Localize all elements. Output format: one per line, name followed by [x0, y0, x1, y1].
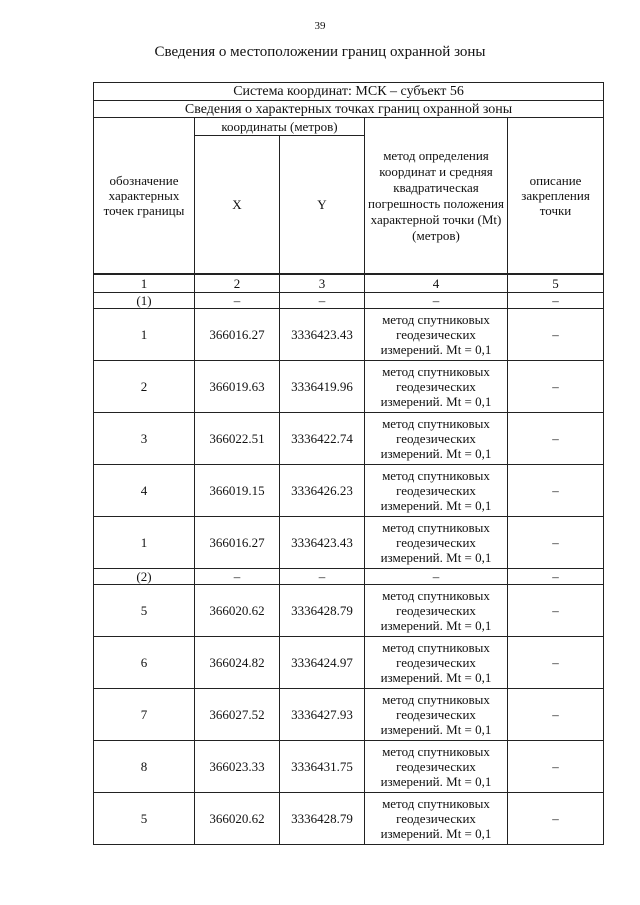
point-label: 1 [94, 517, 195, 569]
point-description: – [508, 569, 604, 585]
point-label: 8 [94, 741, 195, 793]
page-number: 39 [314, 20, 326, 32]
point-description: – [508, 293, 604, 309]
boundary-points-table [93, 82, 604, 845]
point-description: – [508, 793, 604, 845]
point-label: 6 [94, 637, 195, 689]
point-description: – [508, 585, 604, 637]
coord-system-cell: Система координат: МСК – субъект 56 [94, 83, 604, 101]
point-method: – [365, 569, 508, 585]
table-row [94, 413, 604, 465]
point-description: – [508, 741, 604, 793]
column-number: 4 [365, 274, 508, 293]
table-row [94, 637, 604, 689]
table-row [94, 309, 604, 361]
point-y: – [280, 569, 365, 585]
point-label: 5 [94, 793, 195, 845]
point-method: метод спутниковых геодезических измерений. Mt = 0,1 [365, 413, 508, 465]
point-y: 3336422.74 [280, 413, 365, 465]
point-description: – [508, 413, 604, 465]
point-method: метод спутниковых геодезических измерений. Mt = 0,1 [365, 585, 508, 637]
point-x: 366016.27 [195, 309, 280, 361]
table-row [94, 689, 604, 741]
section-title-cell: Сведения о характерных точках границ охранной зоны [94, 101, 604, 118]
point-x: 366019.63 [195, 361, 280, 413]
point-label: (2) [94, 569, 195, 585]
point-x: – [195, 569, 280, 585]
point-label: 2 [94, 361, 195, 413]
point-y: 3336428.79 [280, 585, 365, 637]
table-row [94, 465, 604, 517]
column-number: 3 [280, 274, 365, 293]
point-description: – [508, 361, 604, 413]
table-row [94, 793, 604, 845]
point-x: 366022.51 [195, 413, 280, 465]
point-method: метод спутниковых геодезических измерений. Mt = 0,1 [365, 793, 508, 845]
column-number-row [94, 274, 604, 293]
point-label: (1) [94, 293, 195, 309]
point-label: 5 [94, 585, 195, 637]
point-x: 366019.15 [195, 465, 280, 517]
table-row [94, 741, 604, 793]
point-x: 366024.82 [195, 637, 280, 689]
point-y: 3336427.93 [280, 689, 365, 741]
point-method: метод спутниковых геодезических измерений. Mt = 0,1 [365, 741, 508, 793]
header-designation: обозначение характерных точек границы [94, 118, 195, 274]
point-x: 366027.52 [195, 689, 280, 741]
point-y: 3336428.79 [280, 793, 365, 845]
column-number: 2 [195, 274, 280, 293]
point-method: метод спутниковых геодезических измерений. Mt = 0,1 [365, 309, 508, 361]
point-x: 366020.62 [195, 585, 280, 637]
header-y: Y [280, 136, 365, 274]
point-description: – [508, 517, 604, 569]
point-y: – [280, 293, 365, 309]
point-method: метод спутниковых геодезических измерений. Mt = 0,1 [365, 465, 508, 517]
point-x: 366020.62 [195, 793, 280, 845]
point-y: 3336423.43 [280, 309, 365, 361]
point-description: – [508, 689, 604, 741]
table-group-row [94, 293, 604, 309]
point-y: 3336431.75 [280, 741, 365, 793]
point-method: метод спутниковых геодезических измерений. Mt = 0,1 [365, 637, 508, 689]
table-group-row [94, 569, 604, 585]
point-y: 3336419.96 [280, 361, 365, 413]
point-y: 3336424.97 [280, 637, 365, 689]
point-method: метод спутниковых геодезических измерений. Mt = 0,1 [365, 517, 508, 569]
header-coordinates: координаты (метров) [195, 118, 365, 136]
point-x: – [195, 293, 280, 309]
point-method: метод спутниковых геодезических измерений. Mt = 0,1 [365, 361, 508, 413]
header-x: X [195, 136, 280, 274]
point-description: – [508, 637, 604, 689]
point-label: 7 [94, 689, 195, 741]
point-x: 366023.33 [195, 741, 280, 793]
table-row [94, 585, 604, 637]
column-number: 5 [508, 274, 604, 293]
point-y: 3336426.23 [280, 465, 365, 517]
header-description: описание закрепления точки [508, 118, 604, 274]
page-title: Сведения о местоположении границ охранной зоны [154, 44, 486, 60]
point-label: 3 [94, 413, 195, 465]
point-method: метод спутниковых геодезических измерений. Mt = 0,1 [365, 689, 508, 741]
point-y: 3336423.43 [280, 517, 365, 569]
point-x: 366016.27 [195, 517, 280, 569]
point-description: – [508, 465, 604, 517]
point-label: 1 [94, 309, 195, 361]
point-method: – [365, 293, 508, 309]
point-label: 4 [94, 465, 195, 517]
header-method: метод определения координат и средняя квадратическая погрешность положения характерной точки (Mt) (метров) [365, 118, 508, 274]
point-description: – [508, 309, 604, 361]
column-number: 1 [94, 274, 195, 293]
table-row [94, 517, 604, 569]
table-row [94, 361, 604, 413]
